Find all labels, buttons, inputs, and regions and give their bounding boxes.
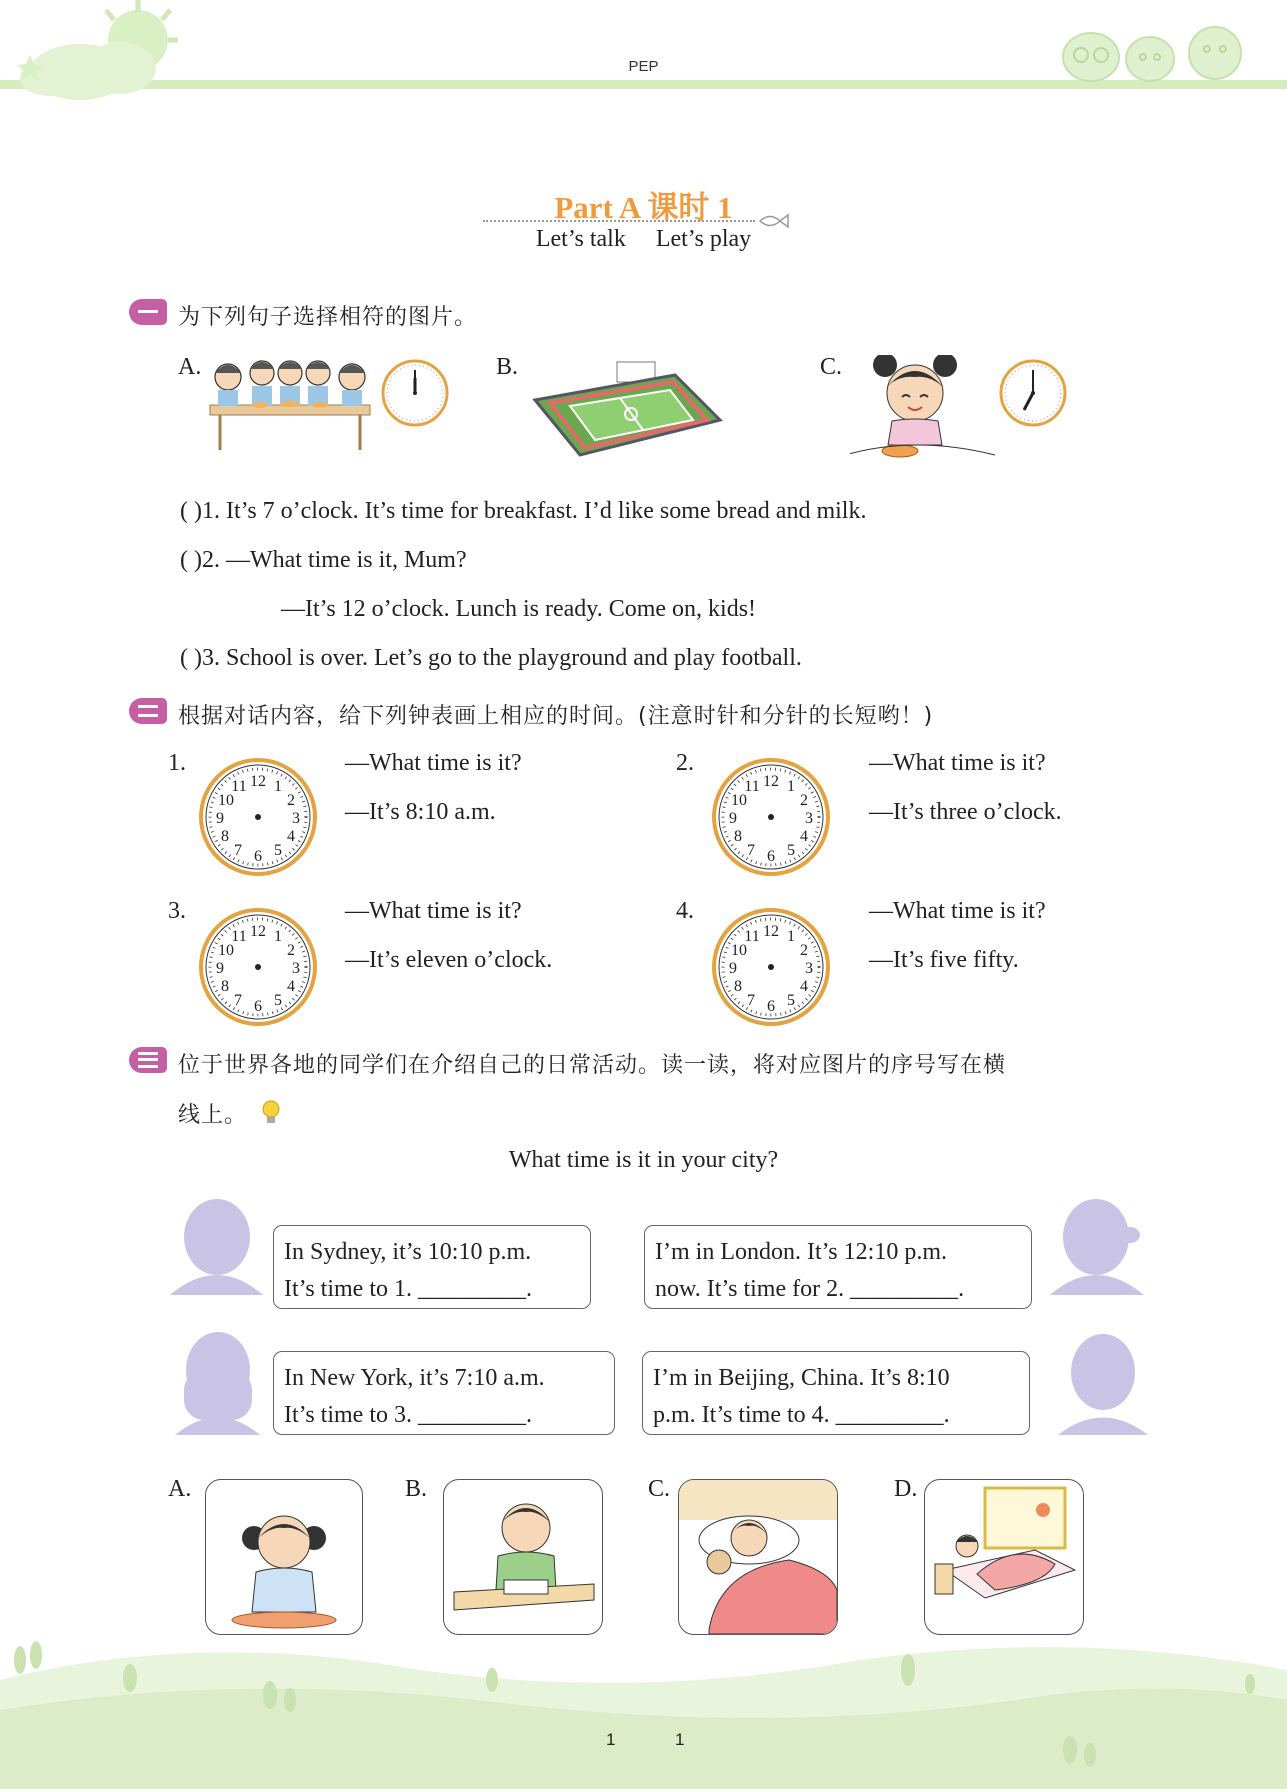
clock-answer-2: —It’s three o’clock. [869, 799, 1062, 825]
clock-answer-4: —It’s five fifty. [869, 947, 1019, 973]
svg-text:12: 12 [763, 923, 779, 940]
svg-text:5: 5 [274, 992, 282, 1009]
clock-question-1: —What time is it? [345, 750, 522, 776]
clock-question-2: —What time is it? [869, 750, 1046, 776]
clock-question-4: —What time is it? [869, 898, 1046, 924]
svg-text:11: 11 [231, 928, 247, 945]
blank-clock-1 [198, 757, 318, 881]
svg-text:2: 2 [800, 942, 808, 959]
svg-text:6: 6 [254, 998, 262, 1015]
bubble-line: In Sydney, it’s 10:10 p.m. [284, 1239, 532, 1265]
svg-text:8: 8 [221, 978, 229, 995]
svg-text:2: 2 [287, 792, 295, 809]
page-number-right: 1 [675, 1730, 685, 1749]
title-divider [483, 220, 755, 222]
bubble-line: I’m in London. It’s 12:10 p.m. [655, 1239, 947, 1265]
playground-picture [525, 360, 725, 470]
section-badge-2 [129, 698, 167, 724]
bubble-line: now. It’s time for 2. _________. [655, 1276, 965, 1302]
section-badge-1 [129, 299, 167, 325]
picture-label-d: D. [894, 1476, 918, 1502]
header-label: PEP [628, 58, 659, 75]
question-2a: ( )2. —What time is it, Mum? [180, 547, 467, 573]
svg-text:3: 3 [805, 960, 813, 977]
clock-icon-12 [380, 358, 450, 428]
clock-question-3: —What time is it? [345, 898, 522, 924]
svg-text:11: 11 [744, 778, 760, 795]
svg-text:1: 1 [787, 778, 795, 795]
page-subtitle [0, 226, 1287, 253]
speech-bubble-beijing [642, 1351, 1030, 1435]
svg-text:10: 10 [731, 942, 747, 959]
girl-longhair-silhouette-icon [170, 1330, 260, 1435]
svg-text:3: 3 [292, 960, 300, 977]
clock-item-number-2: 2. [676, 750, 694, 776]
clock-face-icon [711, 907, 831, 1027]
section2-heading: 根据对话内容，给下列钟表画上相应的时间。(注意时针和分针的长短哟！) [178, 704, 934, 729]
bubble-line: In New York, it’s 7:10 a.m. [284, 1365, 545, 1391]
clock-face-icon [198, 907, 318, 1027]
svg-text:12: 12 [763, 773, 779, 790]
clock-face-icon [711, 757, 831, 877]
girl-breakfast-picture [850, 355, 1000, 475]
svg-text:7: 7 [234, 992, 242, 1009]
svg-text:7: 7 [747, 992, 755, 1009]
svg-text:3: 3 [805, 810, 813, 827]
cloud-sun-decoration [0, 0, 220, 110]
svg-text:8: 8 [734, 828, 742, 845]
svg-text:6: 6 [254, 848, 262, 865]
option-label-a: A. [178, 354, 202, 380]
boy-silhouette-icon-2 [1058, 1330, 1148, 1435]
svg-text:5: 5 [787, 992, 795, 1009]
clock-answer-1: —It’s 8:10 a.m. [345, 799, 496, 825]
subtitle-lets-talk: Let’s talk [535, 226, 626, 252]
picture-label-a: A. [168, 1476, 192, 1502]
page-title: Part A 课时 1 [554, 190, 733, 225]
svg-text:4: 4 [287, 828, 295, 845]
bubble-line: It’s time to 3. _________. [284, 1402, 532, 1428]
svg-text:3: 3 [292, 810, 300, 827]
svg-text:1: 1 [787, 928, 795, 945]
picture-label-c: C. [648, 1476, 671, 1502]
svg-text:5: 5 [787, 842, 795, 859]
svg-text:5: 5 [274, 842, 282, 859]
option-label-b: B. [496, 354, 519, 380]
svg-text:8: 8 [221, 828, 229, 845]
svg-text:6: 6 [767, 998, 775, 1015]
speech-bubble-sydney [273, 1225, 591, 1309]
svg-text:12: 12 [250, 923, 266, 940]
svg-text:9: 9 [729, 810, 737, 827]
svg-text:7: 7 [234, 842, 242, 859]
svg-text:11: 11 [231, 778, 247, 795]
question-2b: —It’s 12 o’clock. Lunch is ready. Come on, kids! [281, 596, 757, 622]
svg-text:2: 2 [800, 792, 808, 809]
option-label-c: C. [820, 354, 843, 380]
section1-heading: 为下列句子选择相符的图片。 [178, 305, 478, 330]
question-1: ( )1. It’s 7 o’clock. It’s time for breakfast. I’d like some bread and milk. [180, 498, 867, 524]
subtitle-lets-play: Let’s play [655, 226, 752, 252]
clock-item-number-3: 3. [168, 898, 186, 924]
svg-text:4: 4 [800, 978, 808, 995]
svg-text:10: 10 [218, 792, 234, 809]
city-question: What time is it in your city? [508, 1147, 779, 1173]
hills-landscape-decoration [0, 1600, 1287, 1789]
svg-text:10: 10 [218, 942, 234, 959]
svg-text:1: 1 [274, 928, 282, 945]
lightbulb-icon [258, 1098, 284, 1126]
bubble-line: It’s time to 1. _________. [284, 1276, 532, 1302]
section3-heading-line2: 线上。 [178, 1103, 248, 1128]
svg-text:7: 7 [747, 842, 755, 859]
clock-answer-3: —It’s eleven o’clock. [345, 947, 553, 973]
svg-text:1: 1 [274, 778, 282, 795]
svg-text:6: 6 [767, 848, 775, 865]
svg-text:2: 2 [287, 942, 295, 959]
clock-icon-7 [998, 358, 1068, 428]
svg-text:9: 9 [216, 960, 224, 977]
blank-clock-4 [711, 907, 831, 1031]
svg-text:4: 4 [287, 978, 295, 995]
picture-label-b: B. [405, 1476, 428, 1502]
svg-text:10: 10 [731, 792, 747, 809]
bubble-line: p.m. It’s time to 4. _________. [653, 1402, 950, 1428]
speech-bubble-london [644, 1225, 1032, 1309]
blank-clock-3 [198, 907, 318, 1031]
svg-text:11: 11 [744, 928, 760, 945]
page-number-left: 1 [606, 1730, 616, 1749]
bubble-line: I’m in Beijing, China. It’s 8:10 [653, 1365, 950, 1391]
blank-clock-2 [711, 757, 831, 881]
svg-text:9: 9 [216, 810, 224, 827]
svg-text:8: 8 [734, 978, 742, 995]
speech-bubble-new-york [273, 1351, 615, 1435]
clock-item-number-4: 4. [676, 898, 694, 924]
section3-heading-line1: 位于世界各地的同学们在介绍自己的日常活动。读一读，将对应图片的序号写在横 [178, 1053, 1007, 1078]
girl-silhouette-icon [1048, 1195, 1148, 1295]
question-3: ( )3. School is over. Let’s go to the playground and play football. [180, 645, 802, 671]
svg-text:4: 4 [800, 828, 808, 845]
section-badge-3 [129, 1047, 167, 1073]
clock-item-number-1: 1. [168, 750, 186, 776]
clock-face-icon [198, 757, 318, 877]
svg-text:9: 9 [729, 960, 737, 977]
boy-silhouette-icon [165, 1195, 265, 1295]
svg-text:12: 12 [250, 773, 266, 790]
